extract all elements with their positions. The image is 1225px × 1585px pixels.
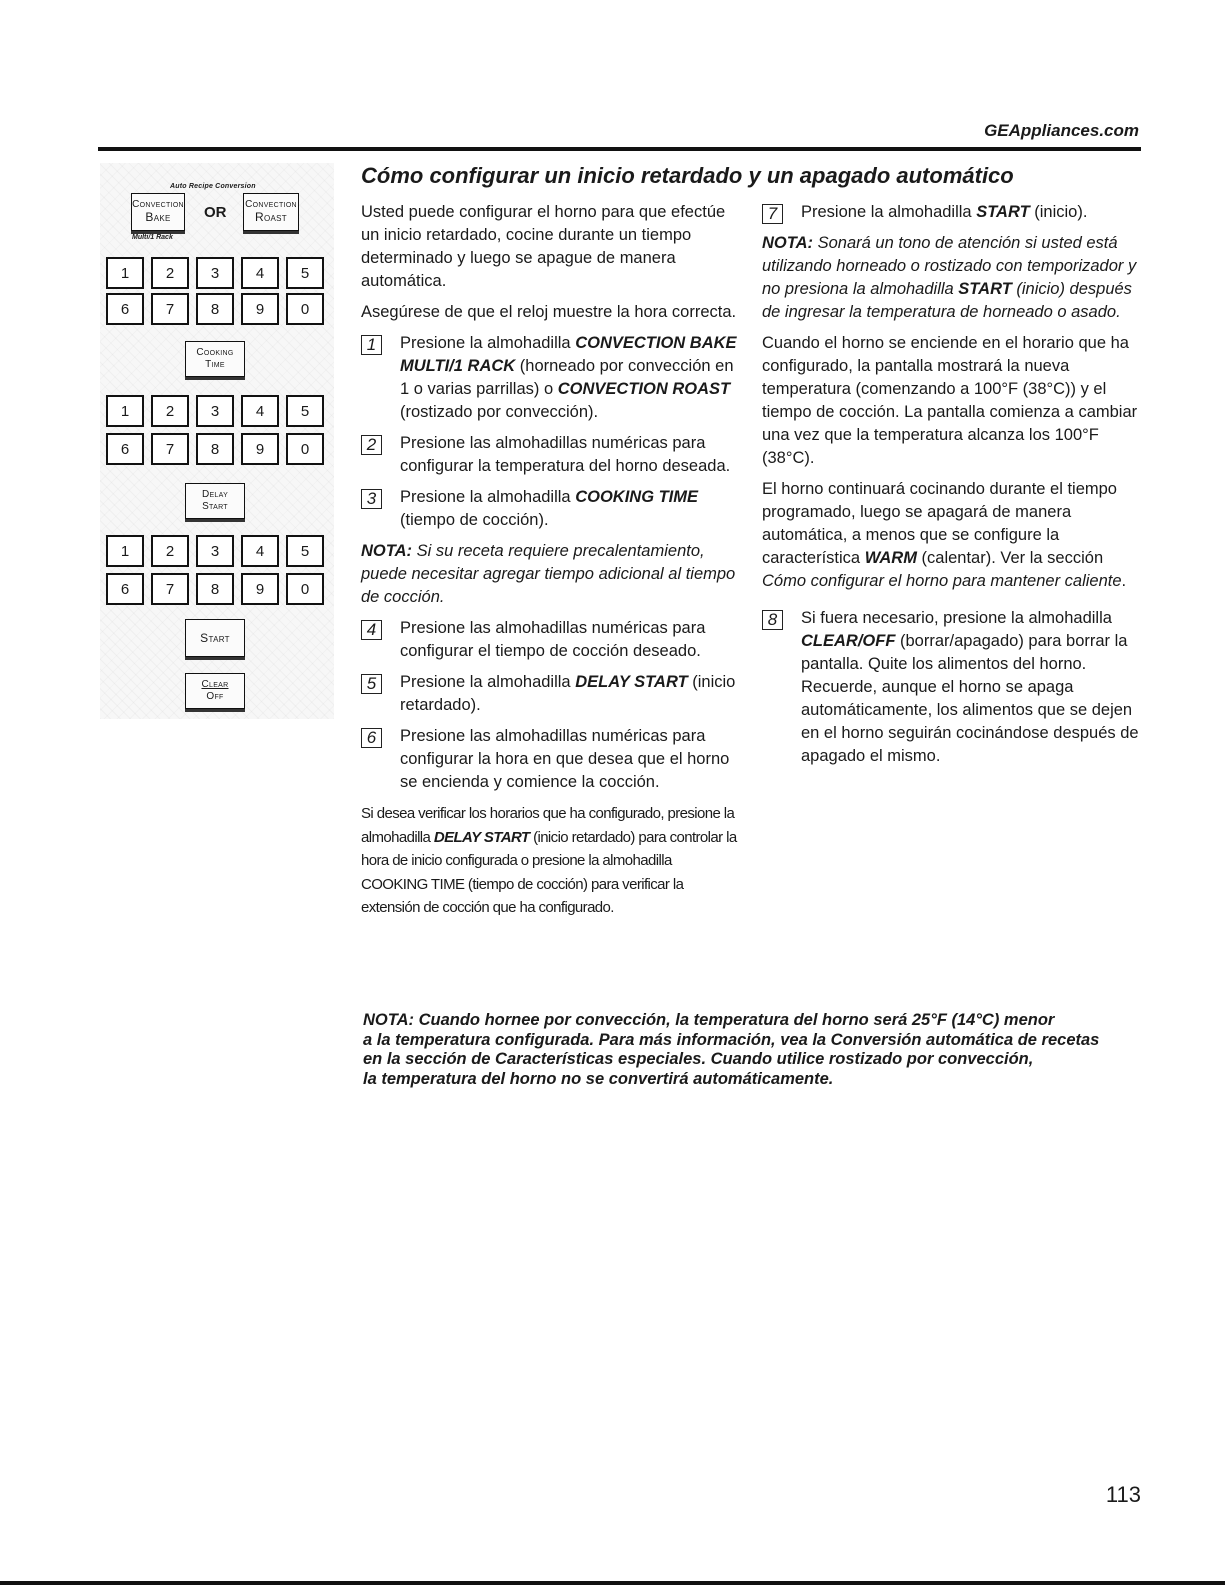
key-0[interactable]: 0 xyxy=(286,573,324,605)
step-7: 7 Presione la almohadilla START (inicio). xyxy=(762,201,1142,224)
clear-off-line2: Off xyxy=(206,691,224,702)
key-9[interactable]: 9 xyxy=(241,293,279,325)
section-heading: Cómo configurar un inicio retardado y un apagado automático xyxy=(361,163,1014,188)
key-3[interactable]: 3 xyxy=(196,535,234,567)
key-2[interactable]: 2 xyxy=(151,257,189,289)
step-number: 5 xyxy=(361,674,382,694)
convection-roast-button[interactable] xyxy=(243,193,299,231)
step-number: 7 xyxy=(762,204,783,224)
step-6: 6 Presione las almohadillas numéricas para configurar la hora en que desea que el horno se encienda y comience la cocción. xyxy=(361,725,737,794)
step-number: 1 xyxy=(361,335,382,355)
step-number: 2 xyxy=(361,435,382,455)
page-number: 113 xyxy=(1105,1482,1141,1507)
start-button[interactable]: Start xyxy=(185,619,245,657)
clock-paragraph: Asegúrese de que el reloj muestre la hora correcta. xyxy=(361,303,737,321)
key-2[interactable]: 2 xyxy=(151,395,189,427)
continue-paragraph: El horno continuará cocinando durante el tiempo programado, luego se apagará de manera automática, a menos que se configure la característica WARM (calentar). Ver la sección Cómo configurar el horno para mantener caliente. xyxy=(762,480,1127,590)
header-rule xyxy=(98,147,1141,151)
instructions-column-1 xyxy=(361,201,737,928)
key-8[interactable]: 8 xyxy=(196,293,234,325)
site-url: GEAppliances.com xyxy=(984,121,1139,140)
multi-rack-label: Multi/1 Rack xyxy=(132,234,173,241)
key-7[interactable]: 7 xyxy=(151,293,189,325)
key-1[interactable]: 1 xyxy=(106,535,144,567)
key-8[interactable]: 8 xyxy=(196,433,234,465)
key-0[interactable]: 0 xyxy=(286,433,324,465)
key-6[interactable]: 6 xyxy=(106,433,144,465)
convection-roast-line2: Roast xyxy=(255,210,287,224)
delay-start-line2: Start xyxy=(202,501,228,512)
oven-keypad-illustration xyxy=(100,163,334,719)
note-preheat: NOTA: Si su receta requiere precalentamiento, puede necesitar agregar tiempo adicional al tiempo de cocción. xyxy=(361,542,736,606)
step-1: 1 Presione la almohadilla CONVECTION BAKE MULTI/1 RACK (horneado por convección en 1 o varias parrillas) o CONVECTION ROAST (rostizado por convección). xyxy=(361,332,737,424)
key-9[interactable]: 9 xyxy=(241,573,279,605)
convection-bake-line2: Bake xyxy=(145,210,171,224)
cooking-time-button[interactable] xyxy=(185,341,245,377)
key-4[interactable]: 4 xyxy=(241,395,279,427)
step-5: 5 Presione la almohadilla DELAY START (inicio retardado). xyxy=(361,671,737,717)
clear-off-line1: Clear xyxy=(201,679,229,690)
key-6[interactable]: 6 xyxy=(106,573,144,605)
key-7[interactable]: 7 xyxy=(151,433,189,465)
cooking-time-line1: Cooking xyxy=(196,347,234,358)
key-4[interactable]: 4 xyxy=(241,535,279,567)
or-label: OR xyxy=(204,204,227,221)
key-1[interactable]: 1 xyxy=(106,257,144,289)
bottom-rule xyxy=(0,1581,1225,1585)
instructions-column-2 xyxy=(762,201,1142,776)
key-4[interactable]: 4 xyxy=(241,257,279,289)
key-3[interactable]: 3 xyxy=(196,395,234,427)
convection-note xyxy=(363,1011,1143,1089)
step-2: 2 Presione las almohadillas numéricas para configurar la temperatura del horno deseada. xyxy=(361,432,737,478)
step-number: 4 xyxy=(361,620,382,640)
step-3: 3 Presione la almohadilla COOKING TIME (tiempo de cocción). xyxy=(361,486,737,532)
delay-start-line1: Delay xyxy=(201,489,229,500)
key-3[interactable]: 3 xyxy=(196,257,234,289)
note-line: la temperatura del horno no se convertirá automáticamente. xyxy=(363,1069,834,1088)
key-7[interactable]: 7 xyxy=(151,573,189,605)
key-8[interactable]: 8 xyxy=(196,573,234,605)
note-line: NOTA: Cuando hornee por convección, la temperatura del horno será 25°F (14°C) menor xyxy=(363,1011,1055,1029)
convection-roast-line1: Convection xyxy=(245,199,297,210)
intro-paragraph: Usted puede configurar el horno para que efectúe un inicio retardado, cocine durante un tiempo determinado y luego se apague de manera automática. xyxy=(361,203,726,290)
delay-start-button[interactable] xyxy=(185,483,245,519)
key-6[interactable]: 6 xyxy=(106,293,144,325)
key-9[interactable]: 9 xyxy=(241,433,279,465)
step-number: 6 xyxy=(361,728,382,748)
clear-off-button[interactable] xyxy=(185,673,245,709)
note-line: en la sección de Características especiales. Cuando utilice rostizado por convección, xyxy=(363,1050,1034,1068)
step-number: 8 xyxy=(762,610,783,630)
key-2[interactable]: 2 xyxy=(151,535,189,567)
key-5[interactable]: 5 xyxy=(286,535,324,567)
step-4: 4 Presione las almohadillas numéricas para configurar el tiempo de cocción deseado. xyxy=(361,617,737,663)
note-line: a la temperatura configurada. Para más información, vea la Conversión automática de recetas xyxy=(363,1030,1100,1049)
display-paragraph: Cuando el horno se enciende en el horario que ha configurado, la pantalla mostrará la nueva temperatura (comenzando a 100°F (38°C)) y el tiempo de cocción. La pantalla comienza a cambiar una vez que la temperatura alcanza los 100°F (38°C). xyxy=(762,334,1138,467)
cooking-time-line2: Time xyxy=(205,359,225,370)
verify-paragraph: Si desea verificar los horarios que ha configurado, presione la almohadilla DELAY START (inicio retardado) para controlar la hora de inicio configurada o presione la almohadilla COOKING TIME (tiempo de cocción) para verificar la extensión de cocción que ha configurado. xyxy=(361,805,737,916)
convection-bake-line1: Convection xyxy=(132,199,184,210)
key-5[interactable]: 5 xyxy=(286,257,324,289)
step-number: 3 xyxy=(361,489,382,509)
key-5[interactable]: 5 xyxy=(286,395,324,427)
key-0[interactable]: 0 xyxy=(286,293,324,325)
convection-bake-button[interactable] xyxy=(131,193,185,231)
key-1[interactable]: 1 xyxy=(106,395,144,427)
note-attention-tone: NOTA: Sonará un tono de atención si usted está utilizando horneado o rostizado con temporizador y no presiona la almohadilla START (inicio) después de ingresar la temperatura de horneado o asado. xyxy=(762,234,1137,321)
auto-recipe-conversion-label: Auto Recipe Conversion xyxy=(170,183,256,190)
step-8: 8 Si fuera necesario, presione la almohadilla CLEAR/OFF (borrar/apagado) para borrar la pantalla. Quite los alimentos del horno. Recuerde, aunque el horno se apaga automáticamente, los alimentos que se dejen en el horno seguirán cocinándose después de apagado el mismo. xyxy=(762,607,1142,768)
